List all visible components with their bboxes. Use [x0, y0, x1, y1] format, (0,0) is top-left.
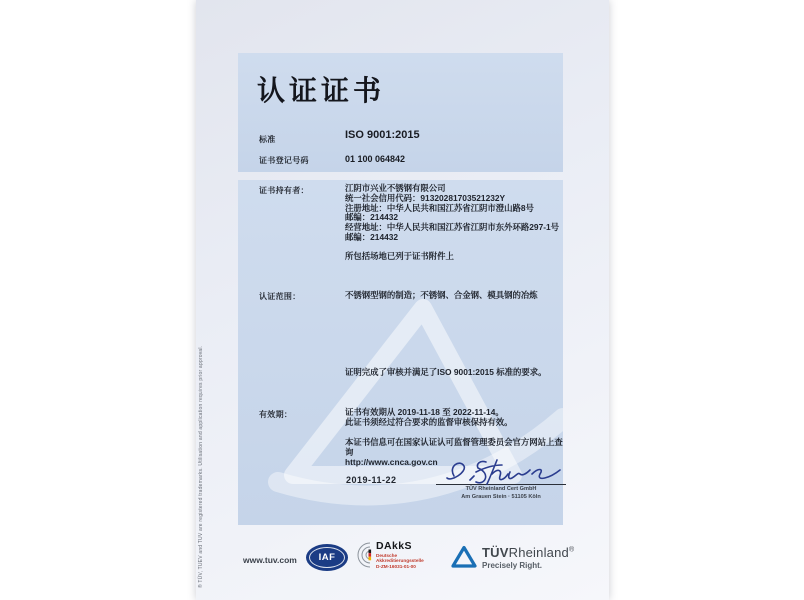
tuv-rheinland-logo	[451, 545, 574, 570]
certificate-title: 认证证书	[257, 75, 386, 106]
dakks-wordmark	[376, 540, 424, 570]
dakks-line1: Deutsche	[376, 553, 398, 558]
tuv-triangle-icon	[451, 545, 477, 569]
holder-credit-code: 统一社会信用代码：91320281703521232Y	[345, 192, 506, 203]
tuv-brand-bold: TÜV	[482, 545, 509, 560]
holder-registered-address: 注册地址：中华人民共和国江苏省江阴市澄山路8号	[345, 202, 534, 213]
issue-date: 2019-11-22	[346, 475, 397, 485]
holder-label: 证书持有者：	[259, 186, 309, 195]
trademark-side-note: ® TÜV, TUEV and TUV are registered trademarks. Utilisation and application requires prior approval.	[198, 345, 204, 588]
registry-number-label: 证书登记号码	[259, 156, 309, 165]
validity-period: 证书有效期从 2019-11-18 至 2022-11-14。	[345, 407, 504, 417]
tuv-website: www.tuv.com	[243, 555, 297, 565]
audit-statement: 证明完成了审核并满足了ISO 9001:2015 标准的要求。	[345, 367, 547, 377]
holder-postcode-2: 邮编：214432	[345, 231, 399, 242]
holder-postcode-1: 邮编：214432	[345, 212, 399, 223]
iaf-logo-label: IAF	[309, 547, 345, 568]
validity-label: 有效期：	[259, 410, 293, 419]
certificate-body-panel	[238, 180, 563, 525]
validity-details	[345, 408, 567, 428]
holder-business-address: 经营地址：中华人民共和国江苏省江阴市东外环路297-1号	[345, 222, 560, 233]
dakks-accreditation-number: D-ZM-16031-01-00	[376, 563, 416, 569]
tuv-tagline: Precisely Right.	[482, 561, 543, 570]
dakks-line2: Akkreditierungsstelle	[376, 558, 424, 564]
registry-number-value: 01 100 064842	[345, 154, 406, 164]
certificate-header-panel	[238, 53, 563, 172]
sites-note: 所包括场地已列于证书附件上	[345, 251, 454, 261]
standard-value: ISO 9001:2015	[345, 129, 420, 141]
signature-line	[436, 484, 566, 485]
dakks-subtext	[376, 553, 424, 569]
dakks-arcs-icon	[352, 540, 374, 570]
certificate-photo	[196, 0, 609, 600]
dakks-name: DAkkS	[376, 540, 412, 552]
issuer-address: Am Grauen Stein · 51105 Köln	[461, 494, 541, 500]
dakks-logo	[352, 540, 424, 570]
cnca-url: http://www.cnca.gov.cn	[345, 456, 438, 467]
holder-company-name: 江阴市兴业不锈钢有限公司	[345, 183, 446, 193]
tuv-wordmark	[482, 545, 574, 570]
tuv-brand-rest: Rheinland	[508, 545, 569, 560]
tuv-registered-mark: ®	[568, 546, 575, 554]
validity-condition: 此证书须经过符合要求的监督审核保持有效。	[345, 416, 513, 427]
lookup-note: 本证书信息可在国家认证认可监督管理委员会官方网站上查询	[345, 437, 563, 457]
scope-label: 认证范围：	[259, 292, 301, 301]
signature-block	[436, 456, 566, 501]
tuv-brand	[482, 545, 574, 560]
holder-details	[345, 184, 569, 243]
issuer-org: TÜV Rheinland Cert GmbH	[465, 486, 537, 492]
standard-label: 标准	[259, 135, 276, 144]
iaf-logo	[306, 544, 348, 571]
scope-value: 不锈钢型钢的制造；不锈钢、合金钢、模具钢的冶炼	[345, 290, 538, 300]
